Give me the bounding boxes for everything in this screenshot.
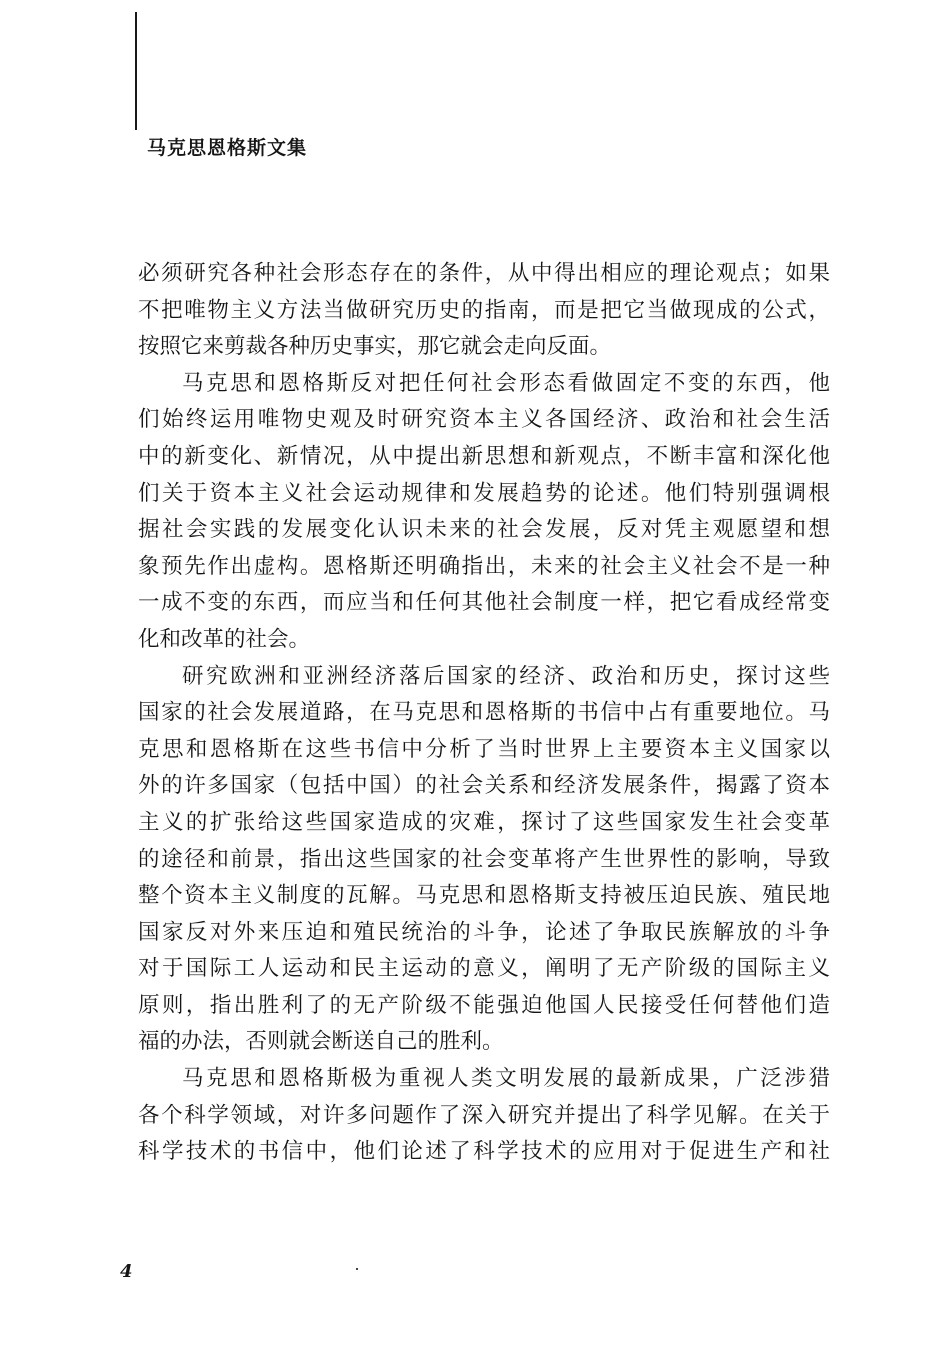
paragraph-first-line: 研究欧洲和亚洲经济落后国家的经济、政治和历史，探讨这些	[182, 663, 830, 689]
text-line: 的途径和前景，指出这些国家的社会变革将产生世界性的影响，导致	[138, 846, 830, 872]
text-line: 福的办法，否则就会断送自己的胜利。	[138, 1029, 504, 1055]
margin-rule	[135, 12, 137, 130]
page-number: 4	[120, 1261, 133, 1282]
text-line: 化和改革的社会。	[138, 626, 311, 652]
paragraph-first-line: 马克思和恩格斯反对把任何社会形态看做固定不变的东西，他	[182, 370, 830, 396]
text-line: 们始终运用唯物史观及时研究资本主义各国经济、政治和社会生活	[138, 407, 830, 433]
text-line: 不把唯物主义方法当做研究历史的指南，而是把它当做现成的公式，	[138, 297, 830, 323]
body-text	[138, 256, 830, 1171]
text-line: 国家反对外来压迫和殖民统治的斗争，论述了争取民族解放的斗争	[138, 919, 830, 945]
text-line: 按照它来剪裁各种历史事实，那它就会走向反面。	[138, 334, 612, 360]
running-head-title: 马克思恩格斯文集	[147, 137, 308, 159]
text-line: 中的新变化、新情况，从中提出新思想和新观点，不断丰富和深化他	[138, 443, 830, 469]
text-line: 一成不变的东西，而应当和任何其他社会制度一样，把它看成经常变	[138, 590, 830, 616]
text-line: 原则，指出胜利了的无产阶级不能强迫他国人民接受任何替他们造	[138, 992, 830, 1018]
text-line: 克思和恩格斯在这些书信中分析了当时世界上主要资本主义国家以	[138, 736, 830, 762]
print-speck	[356, 1268, 358, 1270]
text-line: 国家的社会发展道路，在马克思和恩格斯的书信中占有重要地位。马	[138, 700, 830, 726]
text-line: 们关于资本主义社会运动规律和发展趋势的论述。他们特别强调根	[138, 480, 830, 506]
text-line: 象预先作出虚构。恩格斯还明确指出，未来的社会主义社会不是一种	[138, 553, 830, 579]
text-line: 科学技术的书信中，他们论述了科学技术的应用对于促进生产和社	[138, 1139, 830, 1165]
paragraph-first-line: 马克思和恩格斯极为重视人类文明发展的最新成果，广泛涉猎	[182, 1066, 830, 1092]
text-line: 对于国际工人运动和民主运动的意义，阐明了无产阶级的国际主义	[138, 956, 830, 982]
text-line: 必须研究各种社会形态存在的条件，从中得出相应的理论观点；如果	[138, 261, 830, 286]
text-line: 整个资本主义制度的瓦解。马克思和恩格斯支持被压迫民族、殖民地	[138, 883, 830, 909]
text-line: 主义的扩张给这些国家造成的灾难，探讨了这些国家发生社会变革	[138, 809, 830, 835]
text-line: 据社会实践的发展变化认识未来的社会发展，反对凭主观愿望和想	[138, 517, 830, 543]
text-line: 外的许多国家（包括中国）的社会关系和经济发展条件，揭露了资本	[138, 773, 830, 799]
text-line: 各个科学领域，对许多问题作了深入研究并提出了科学见解。在关于	[138, 1102, 830, 1128]
